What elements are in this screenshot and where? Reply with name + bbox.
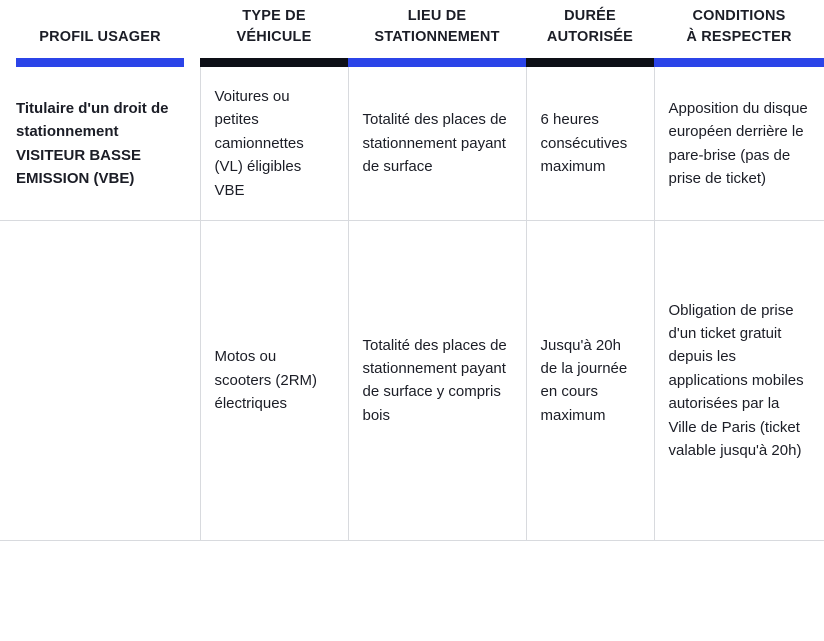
column-header-profil-line1: PROFIL USAGER (39, 29, 161, 46)
cell-profil: Titulaire d'un droit de stationnement VISITEUR BASSE EMISSION (VBE) (0, 67, 200, 220)
column-header-conditions-line2: À RESPECTER (686, 29, 792, 46)
table-row (0, 220, 824, 540)
column-header-type-vehicule-line2: VÉHICULE (236, 29, 312, 46)
cell-duree: 6 heures consécutives maximum (526, 67, 654, 220)
table-header (0, 0, 824, 67)
cell-duree: Jusqu'à 20h de la journée en cours maximum (526, 220, 654, 540)
header-rule-cell-profil (0, 58, 200, 67)
header-rule-duree (526, 58, 654, 67)
column-header-conditions-line1: CONDITIONS (692, 8, 786, 24)
cell-lieu: Totalité des places de stationnement payant de surface y compris bois (348, 220, 526, 540)
column-header-lieu-line1: LIEU DE (407, 8, 467, 24)
header-rule-cell-type-vehicule (200, 58, 348, 67)
column-header-duree (526, 0, 654, 58)
cell-profil (0, 220, 200, 540)
column-header-conditions (654, 0, 824, 58)
cell-conditions: Apposition du disque européen derrière le pare-brise (pas de prise de ticket) (668, 99, 808, 187)
column-header-type-vehicule-line1: TYPE DE (242, 8, 306, 24)
column-header-type-vehicule (200, 0, 348, 58)
cell-conditions: Obligation de prise d'un ticket gratuit depuis les applications mobiles autorisées par la Ville de Paris (ticket valable jusqu'à 20h) (668, 301, 804, 459)
table-header-row (0, 0, 824, 58)
column-header-lieu (348, 0, 526, 58)
table-body (0, 67, 824, 540)
header-rule-conditions (654, 58, 824, 67)
header-rule-cell-duree (526, 58, 654, 67)
cell-type-vehicule: Motos ou scooters (2RM) électriques (200, 220, 348, 540)
cell-type-vehicule: Voitures ou petites camionnettes (VL) éligibles VBE (200, 67, 348, 220)
column-header-profil (0, 0, 200, 58)
header-rule-row (0, 58, 824, 67)
cell-lieu: Totalité des places de stationnement payant de surface (348, 67, 526, 220)
header-rule-type-vehicule (200, 58, 348, 67)
header-rule-lieu (348, 58, 526, 67)
column-header-duree-line1: DURÉE (564, 8, 616, 24)
header-rule-profil (16, 58, 184, 67)
column-header-duree-line2: AUTORISÉE (546, 29, 634, 46)
table-row (0, 67, 824, 220)
header-rule-cell-conditions (654, 58, 824, 67)
header-rule-cell-lieu (348, 58, 526, 67)
column-header-lieu-line2: STATIONNEMENT (374, 29, 500, 46)
